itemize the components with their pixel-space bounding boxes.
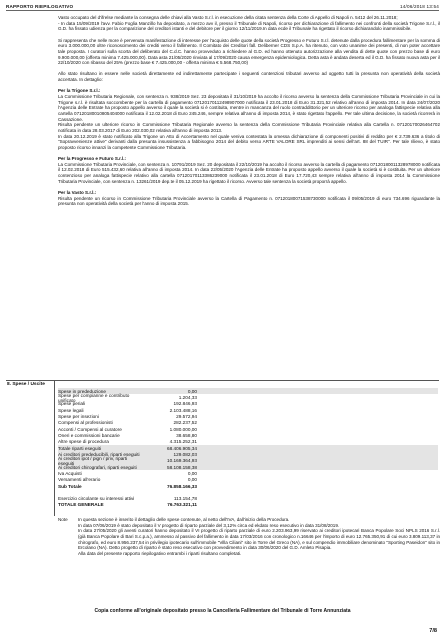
row-label: Iva Acquisti [58, 471, 82, 477]
row-label: Spese per insezioni [58, 414, 99, 420]
row-amount: 2.103.488,16 [169, 407, 197, 413]
note-paragraph: Alla data del presente rapporto riepilogativo entrambi i riparti risultano completati. [78, 550, 242, 556]
row-label: Spese in prededuzione [58, 388, 106, 394]
row-label: Esercizio circolante su interessi attivi [58, 495, 135, 501]
narrative-paragraph: La Commissione Tributaria Regionale, con sentenza n. 938/2019 Sez. 23 depositata il 31/10/2019 ha accolto il ricorso avverso la sentenza della Commissione Tributaria Provinciale in cui la Trigone s.r.l. è risultata soccombente per la cartella di pagamento 07120170112498907000 notificata il 23.01.2018 di Euro 31.321,52 relativo all'anno di imposta 2014. In data 24/07/2020 l'Agenzia delle Entrate ha proposto appello avverso il quale la società si è costituita, mentre in mancanza del ruolo contraddittorio per un ulteriore ricorso per analoga fattispecie relativa alla cartella 07120180010805404000 notificata il 12.02.2018 di Euro 245.246, sempre relativa all'anno di imposta 2014, è stato rigettato l'appello. Per tale ultima decisione, la società ricorrerà in Cassazione. [58, 94, 440, 122]
row-amount: 1.204,33 [178, 395, 197, 401]
narrative-paragraph: - In data 15/09/2019 l'avv. Fabio Foglia Manzillo ha depositato, a mezzo avv il, presso il Tribunale di Napoli, ricorso per dichiarazione di fallimento nei confronti della società Trigone S.r.l., il G.D. ha fissato udienza per la comparizione del creditori istanti e del debitore per il giorno 12/11/2019.In data ecde il Tribunale ha rigettato il ricorso dichiarandolo inammissibile. [58, 20, 440, 32]
company-heading: Per la Vasto S.r.l.: [58, 190, 97, 196]
row-amount: 282.237,52 [173, 420, 197, 426]
row-amount: 76.858.166,33 [167, 483, 197, 489]
row-label: Ai creditori prededucibili, riparti eseguiti [58, 452, 140, 458]
row-amount: 38.658,80 [176, 433, 197, 439]
row-label: Altre spese di procedura [58, 439, 109, 445]
narrative-paragraph: In data 20.12.2019 è stato notificato alla Trigone un Atto di Accertamento nel quale veniva contestata la omessa dichiarazione di componenti positivi di reddito per € 2.739.636 a titolo di "Sopravvenienze attive" derivanti dalla presunta insussistenza a fabbisogno 2014 del debito verso ARTE VALORE SRL imprenditi ai sensi dell'art. 88 del TUIR". Per tale rilievo, è stato proposto ricorso innanzi la competente Commissione Tributaria. [58, 133, 440, 150]
note-paragraph: In data 27/05/2020 gli aventi curatori hanno depositato il VI progetto di riparto parziale di euro 2.203.963,99 riservato ai creditori ipotecari Banca Popolare Soci NPLS 2016 S.r.l. (già Banca Popolare di Bari S.c.p.a.), ammesso al passivo del fallimento in data 17/03/2016 con cronologico n.16646 per l'importo di euro 12.765.350,91 di cui euro 3.809.113,37 in chirografo, ed euro 8.956.237,54 in privilegio ipotecario sull'immobile "Villa Ciliani" sito in Torre del Greco (NA), e sul compendio immobiliare denominato "Sporting Paseidon" sito in Ercolano (NA). Detto progetto di riparto è stato reso esecutivo con provvedimento in data 30/06/2020 del G.D. Amleto Pisapia. [78, 528, 440, 551]
note-paragraph: In questa sezione è inserito il dettaglio delle spese contenute, al netto dell'IVA, dall'inizio della Procedura. [78, 517, 290, 522]
narrative-text [58, 15, 440, 207]
row-label: Totale riparti eseguiti [58, 445, 101, 451]
row-amount: 10.169.364,93 [167, 458, 197, 464]
page-number: 7/8 [429, 628, 437, 634]
totals-table [58, 495, 438, 508]
page-header [6, 3, 439, 11]
row-label: Spese legali [58, 407, 84, 413]
row-amount: 29.572,94 [176, 414, 197, 420]
row-amount: 113.154,78 [173, 495, 197, 501]
row-amount: 0,00 [187, 471, 197, 477]
row-amount: 58.108.158,38 [167, 464, 197, 470]
row-amount: 192.846,93 [173, 401, 197, 407]
row-amount: 129.082,03 [173, 452, 197, 458]
row-amount: 1.080.000,00 [169, 426, 197, 432]
narrative-paragraph: Si rappresenta che nelle more è pervenuta manifestazione di interesse per l'acquisto delle quote della società Progresso e Futuro S.r.l. detenute dalla procedura fallimentare per la somma di euro 3.000.000,00 oltre riconoscimento dei crediti verso il fallimento. Il Comitato dei Creditori fall. Deliberner CDS S.p.A. ha ritenuto, con voto unanime dei presenti, di non poter accettare tale proposta. I curatori sulla scorta del deliberato del C.d.C. hanno provveduto a richiedere al G.D. ed hanno ottenuto autorizzazione alla vendita di dette quote con prezzo base di euro 9.900.000,00 (offerta minima 7.425.000,00). Data asta 21/05/2020 rinviata al 17/09/2020 causa emergenza epidemiologica. Detta asta è andata deserta ed il G.D. ha fissato nuova asta per il 22/10/2020 con ribasso del 25% (prezzo base € 7.425.000,00 - offerta minima € 5.568.750,00) [58, 37, 440, 66]
row-label: Spese periali [58, 401, 86, 407]
narrative-paragraph: La Commissione Tributaria Provinciale, con sentenza n. 10791/2019 Sez. 20 depositata il 22/10/2019 ha accolto il ricorso avverso la cartella di pagamento 07120180011328978000 notificata il 12.02.2018 di Euro 515.432,60 relativa all'anno di imposta 2014. In data 22/05/2020 l'Agenzia delle Entrate ha proposto appello avverso il quale la società si è costituita. Per un ulteriore contenzioso per analoga fattispecie relativo alla cartella 07120170113386239000 notificata il 23.01.2018 di Euro 17.720,43 sempre relativa all'anno di imposta 2014 la Commissione Tributaria Provinciale, con sentenza n. 13261/2019 dep.te il 05.12.2019 ha rigettato il ricorso. Avverso tale sentenza la società proporrà appello. [58, 161, 440, 184]
row-label: Ai creditori ipot / pign / priv, riparti eseguiti [58, 455, 128, 466]
row-label: Ai creditori chirografari, riparti eseguiti [58, 464, 137, 470]
table-row [58, 501, 438, 507]
row-label: Compensi al professionisti [58, 420, 113, 426]
notes-label: Note [58, 517, 68, 522]
row-label: Spese per compianne e contributo unificato [58, 392, 130, 403]
narrative-paragraph: Vasto occupato del d'ifrelse mediante la consegna delle chiavi alla Vasto S.r.l. in esecuzione della citata sentenza della Corte di Appello di Napoli n. 5412 del 26.11.2018; [58, 15, 398, 20]
row-label: Sub Totale [58, 483, 82, 489]
section-title: 8. Spese / Uscite [7, 382, 45, 387]
note-paragraph: In data 07/06/2019 è stato depositato il V progetto di riparto parziale del 3,12% circa ed ekdato reso esecutivo in data 31/08/2019. [78, 522, 340, 528]
footer-certification: Copia conforme all'originale depositato presso la Cancelleria Fallimentare del Tribunale di Torre Annunziata [94, 608, 351, 614]
row-amount: 68.406.905,34 [167, 445, 197, 451]
narrative-paragraph: Risulta pendente un ricorso in Commissione Tributaria Provinciale avverso la Cartella di Pagamento n. 07120180071538730000 notificata il 09/05/2019 di euro 734.696 riguardante la presunta non operatività della società per l'anno di imposta 2015. [58, 195, 440, 207]
company-heading: Per la Progresso e Futuro S.r.l.: [58, 156, 126, 162]
notes-body [78, 517, 440, 557]
row-label: TOTALE GENERALE [58, 502, 104, 508]
report-date: 14/06/2018 13:54 [400, 4, 439, 9]
notes-block [58, 517, 440, 557]
narrative-paragraph: Allo stato risultano in essere nelle società direttamente ed indirettamente partecipate i seguenti contenziosi tributari avverso ad oggetto tutti la presunta non operatività della società accertata. In dettaglio: [58, 71, 440, 83]
row-amount: 76.763.321,11 [167, 502, 197, 508]
section-column-line [54, 381, 55, 516]
company-heading: Per la Trigone S.r.l.: [58, 88, 101, 94]
row-amount: 4.315.252,31 [169, 439, 197, 445]
expense-table [58, 388, 438, 490]
row-amount: 0,00 [187, 388, 197, 394]
row-label: Versamenti all'erario [58, 477, 101, 483]
narrative-paragraph: Risulta pendente un ulteriore ricorso in Commissione Tributaria Regionale avverso la sentenza della Commissione Tributaria Provinciale relativa alla Cartella n. 07120170026464702 notificata in data 28.03.2017 di Euro 202.030,02 relativa all'anno di imposta 2013. [58, 122, 440, 133]
table-row [58, 483, 438, 489]
report-title: RAPPORTO RIEPILOGATIVO [6, 4, 74, 9]
row-label: Acconti / Compensi al curatore [58, 426, 122, 432]
section-divider [6, 380, 439, 381]
row-amount: 0,00 [187, 477, 197, 483]
row-label: Oneri e commissioni bancarie [58, 433, 120, 439]
